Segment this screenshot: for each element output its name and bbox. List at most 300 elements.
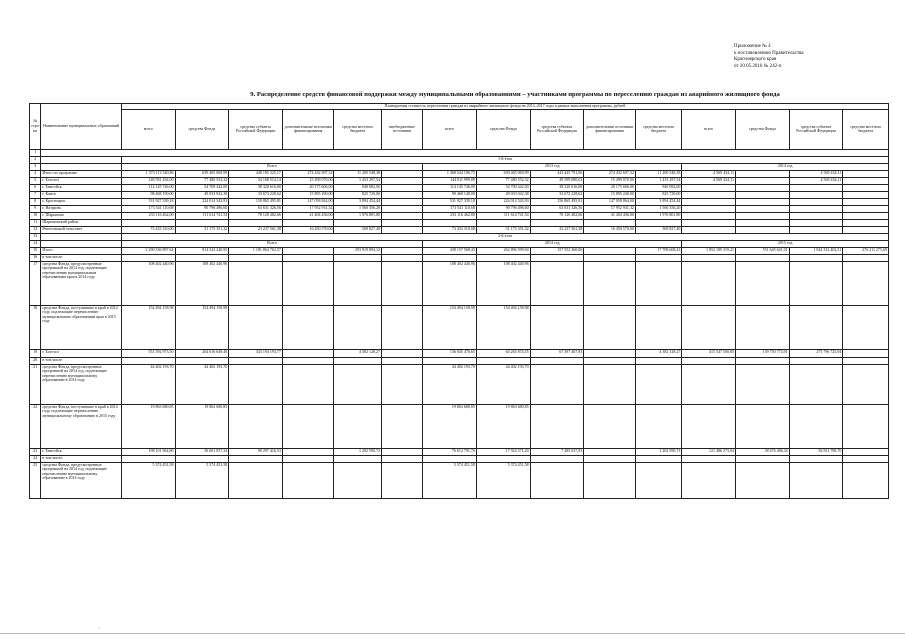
name-cell (41, 240, 122, 247)
amount-cell: 41 404 436,00 (282, 212, 334, 219)
amount-cell: 1 368 544 106,75 (423, 170, 477, 177)
amount-cell (121, 455, 175, 462)
header-col: средства местного бюджета (334, 109, 381, 149)
row-number: 9 (30, 205, 41, 212)
amount-cell: 1 976 801,80 (635, 212, 681, 219)
row-number: 1 (30, 149, 41, 156)
table-row (30, 305, 889, 349)
amount-cell (789, 226, 843, 233)
amount-cell: 1 202 590,73 (334, 448, 381, 455)
amount-cell (282, 364, 334, 404)
amount-cell: 1 024 332 402,51 (789, 247, 843, 254)
amount-cell (635, 254, 681, 261)
amount-cell: 147 058 864,00 (584, 198, 636, 205)
table-row (30, 455, 889, 462)
amount-cell (381, 212, 422, 219)
amount-cell (843, 349, 889, 357)
amount-cell (843, 219, 889, 226)
amount-cell (282, 404, 334, 448)
amount-cell: 5 374 451,58 (175, 462, 229, 498)
amount-cell (682, 462, 736, 498)
amount-cell: 1 373 113 540,86 (121, 170, 175, 177)
annex-line: к постановлению Правительства (734, 50, 804, 56)
name-cell (41, 163, 122, 170)
amount-cell (334, 219, 381, 226)
amount-cell (530, 404, 584, 448)
amount-cell: 814 542 240,95 (175, 247, 229, 254)
table-row (30, 261, 889, 305)
amount-cell (175, 357, 229, 364)
amount-cell (121, 254, 175, 261)
amount-cell: 1 560 356,20 (334, 205, 381, 212)
amount-cell: 20 175 606,00 (282, 184, 334, 191)
municipality-name: г. Боготол (41, 349, 122, 357)
amount-cell (282, 261, 334, 305)
row-number: 24 (30, 455, 41, 462)
amount-cell (121, 219, 175, 226)
amount-cell: 1 976 801,80 (334, 212, 381, 219)
amount-cell (682, 205, 736, 212)
amount-cell (635, 364, 681, 404)
table-row (30, 357, 889, 364)
amount-cell (736, 205, 790, 212)
table-row (30, 349, 889, 357)
amount-cell (334, 261, 381, 305)
amount-cell (843, 448, 889, 455)
amount-cell (530, 357, 584, 364)
row-number: 7 (30, 191, 41, 198)
amount-cell (789, 455, 843, 462)
amount-cell: 139 750 774,91 (736, 349, 790, 357)
amount-cell: 90 796 496,60 (175, 205, 229, 212)
amount-cell (843, 212, 889, 219)
amount-cell (381, 191, 422, 198)
amount-cell (584, 357, 636, 364)
municipality-name: средства Фонда, поступившие в край в 2014 году, подлежащие перечислению муниципальному образованию в 2015 году (41, 404, 122, 448)
municipality-name: Итого (41, 247, 122, 254)
amount-cell: 15 499 070,00 (282, 177, 334, 184)
amount-cell: 17 924 571,20 (476, 448, 530, 455)
municipality-name: г. Шарыпово (41, 212, 122, 219)
amount-cell: 17 952 931,32 (282, 205, 334, 212)
amount-cell (476, 357, 530, 364)
amount-cell (584, 455, 636, 462)
amount-cell (843, 404, 889, 448)
annex-line: Красноярского края (734, 57, 777, 62)
amount-cell: 108 402 440,96 (476, 261, 530, 305)
amount-cell (381, 219, 422, 226)
table-row (30, 205, 889, 212)
amount-cell (229, 219, 283, 226)
amount-cell (476, 455, 530, 462)
amount-cell (789, 212, 843, 219)
amount-cell (736, 364, 790, 404)
amount-cell (682, 184, 736, 191)
municipality-name: г. Канск (41, 191, 122, 198)
amount-cell (381, 349, 422, 357)
amount-cell: 7 485 637,83 (530, 448, 584, 455)
row-number: 17 (30, 261, 41, 305)
amount-cell: 4 569 434,11 (682, 177, 736, 184)
period-label: 2015 год (682, 240, 889, 247)
period-label: 2014 год (423, 240, 682, 247)
amount-cell (682, 198, 736, 205)
amount-cell: 19 863 680,85 (476, 404, 530, 448)
amount-cell (789, 261, 843, 305)
amount-cell (530, 455, 584, 462)
amount-cell: 144 011 999,89 (423, 177, 477, 184)
amount-cell (282, 219, 334, 226)
amount-cell (530, 254, 584, 261)
amount-cell (175, 219, 229, 226)
amount-cell (682, 357, 736, 364)
amount-cell: 98 468 140,00 (423, 191, 477, 198)
header-col: всего (121, 109, 175, 149)
amount-cell: 31 175 351,32 (175, 226, 229, 233)
row-number: 8 (30, 198, 41, 205)
amount-cell (175, 254, 229, 261)
amount-cell (381, 455, 422, 462)
amount-cell: 78 120 482,66 (530, 212, 584, 219)
amount-cell (789, 357, 843, 364)
amount-cell: 825 729,00 (635, 191, 681, 198)
amount-cell (843, 226, 889, 233)
amount-cell (423, 219, 477, 226)
amount-cell (282, 247, 334, 254)
amount-cell: 4 382 128,27 (635, 349, 681, 357)
table-row (30, 219, 889, 226)
stage-label: 1-й этап (121, 156, 888, 163)
table-row (30, 240, 889, 247)
amount-cell: 150 865 495,81 (229, 198, 283, 205)
amount-cell (843, 205, 889, 212)
row-number: 2 (30, 156, 41, 163)
amount-cell: 274 432 697,32 (584, 170, 636, 177)
amount-cell (282, 349, 334, 357)
annex-line: от 20.05.2016 № 242-п (734, 63, 782, 69)
amount-cell (282, 254, 334, 261)
period-label: 2014 год (682, 163, 889, 170)
amount-cell: 78 120 482,66 (229, 212, 283, 219)
amount-cell: 224 014 543,93 (476, 198, 530, 205)
amount-cell: 121 486 273,04 (682, 448, 736, 455)
amount-cell: 17 952 931,32 (584, 205, 636, 212)
amount-cell: 4 382 128,27 (334, 349, 381, 357)
table-row (30, 233, 889, 240)
amount-cell: 415 547 500,85 (682, 349, 736, 357)
table-row (30, 184, 889, 191)
amount-cell (736, 357, 790, 364)
amount-cell: 940 082,00 (334, 184, 381, 191)
amount-cell: 23 237 561,38 (530, 226, 584, 233)
amount-cell: 154 494 158,98 (121, 305, 175, 349)
header-num: № стро-ки (30, 104, 41, 150)
amount-cell: 4 569 434,11 (682, 170, 736, 177)
amount-cell (789, 462, 843, 498)
amount-cell (229, 455, 283, 462)
amount-cell: 44 402 193,70 (423, 364, 477, 404)
amount-cell: 173 541 110,68 (423, 205, 477, 212)
row-number: 20 (30, 357, 41, 364)
amount-cell: 33 673 228,62 (530, 191, 584, 198)
amount-cell (423, 357, 477, 364)
document-title: 9. Распределение средств финансовой поддержки между муниципальными образованиями – участниками программы по переселению граждан из аварийного жилищного фонда (250, 91, 780, 98)
amount-cell: 44 402 193,70 (121, 364, 175, 404)
amount-cell: 275 796 725,94 (789, 349, 843, 357)
table-row (30, 177, 889, 184)
amount-cell (682, 364, 736, 404)
row-number: 10 (30, 212, 41, 219)
amount-cell: 33 673 228,62 (229, 191, 283, 198)
amount-cell (584, 448, 636, 455)
amount-cell (584, 462, 636, 498)
amount-cell (789, 191, 843, 198)
table-row (30, 254, 889, 261)
amount-cell (334, 462, 381, 498)
amount-cell (381, 226, 422, 233)
amount-cell (381, 462, 422, 498)
amount-cell (736, 462, 790, 498)
amount-cell (682, 212, 736, 219)
amount-cell (736, 191, 790, 198)
header-col: всего (682, 109, 736, 149)
amount-cell (736, 254, 790, 261)
amount-cell (635, 305, 681, 349)
funding-table (29, 103, 889, 499)
table-row (30, 149, 889, 156)
period-label: 2013 год (423, 163, 682, 170)
municipality-name: средства Фонда, поступившие в край в 2014 году, подлежащие перечислению муниципальным образованиям края в 2015 году (41, 305, 122, 349)
header-col: средства местного бюджета (635, 109, 681, 149)
amount-cell: 154 494 158,98 (476, 305, 530, 349)
municipality-name: г. Красноярск (41, 198, 122, 205)
amount-cell (635, 357, 681, 364)
amount-cell: 551 592 973,50 (121, 349, 175, 357)
amount-cell: 44 402 193,70 (175, 364, 229, 404)
amount-cell (736, 226, 790, 233)
amount-cell: 54 709 442,00 (175, 184, 229, 191)
amount-cell (282, 448, 334, 455)
amount-cell: 274 432 697,32 (282, 170, 334, 177)
amount-cell (584, 364, 636, 404)
amount-cell: 4 569 434,11 (789, 177, 843, 184)
amount-cell: 204 016 649,46 (175, 349, 229, 357)
amount-cell (635, 404, 681, 448)
amount-cell (736, 404, 790, 448)
amount-cell (282, 357, 334, 364)
municipality-name: в том числе: (41, 455, 122, 462)
amount-cell: 569 827,40 (334, 226, 381, 233)
header-col: внебюджетные источники (381, 109, 422, 149)
amount-cell (530, 219, 584, 226)
amount-cell (334, 254, 381, 261)
amount-cell (682, 305, 736, 349)
amount-cell (736, 305, 790, 349)
amount-cell: 224 014 543,93 (175, 198, 229, 205)
amount-cell (334, 364, 381, 404)
amount-cell: 2 290 336 897,64 (121, 247, 175, 254)
amount-cell: 148 581 434,00 (121, 177, 175, 184)
amount-cell (789, 219, 843, 226)
municipality-name: средства Фонда, предусмотренные программой на 2014 год, подлежащие перечислению муниципальным образованиям края в 2014 году (41, 261, 122, 305)
amount-cell: 233 116 462,00 (121, 212, 175, 219)
amount-cell: 77 480 552,32 (175, 177, 229, 184)
row-number: 14 (30, 240, 41, 247)
amount-cell (789, 198, 843, 205)
amount-cell: 173 541 110,68 (121, 205, 175, 212)
amount-cell: 198 101 964,80 (121, 448, 175, 455)
header-municipality: Наименование муниципальных образований (41, 104, 122, 150)
amount-cell: 154 494 158,98 (423, 305, 477, 349)
amount-cell (843, 254, 889, 261)
amount-cell: 4 569 434,11 (789, 170, 843, 177)
amount-cell (229, 357, 283, 364)
municipality-name: Итого по программе (41, 170, 122, 177)
amount-cell (381, 305, 422, 349)
amount-cell (736, 177, 790, 184)
municipality-name: Решетовский сельсовет (41, 226, 122, 233)
amount-cell (229, 254, 283, 261)
municipality-name: г. Назарово (41, 205, 122, 212)
amount-cell: 569 827,40 (635, 226, 681, 233)
amount-cell (229, 261, 283, 305)
table-row (30, 163, 889, 170)
amount-cell (843, 305, 889, 349)
table-row (30, 212, 889, 219)
amount-cell (843, 170, 889, 177)
amount-cell (530, 261, 584, 305)
amount-cell: 3 894 454,44 (635, 198, 681, 205)
amount-cell: 531 927 339,18 (423, 198, 477, 205)
amount-cell: 49 033 942,38 (175, 191, 229, 198)
municipality-name: средства Фонда, предусмотренные программой на 2014 год, подлежащие перечислению муниципальному образованию в 2014 году (41, 462, 122, 498)
amount-cell: 64 265 874,55 (476, 349, 530, 357)
amount-cell: 154 494 158,98 (175, 305, 229, 349)
amount-cell: 5 374 451,58 (121, 462, 175, 498)
amount-cell: 108 402 440,96 (175, 261, 229, 305)
table-row (30, 462, 889, 498)
period-label: Всего (121, 163, 422, 170)
amount-cell: 940 082,00 (635, 184, 681, 191)
amount-cell: 111 614 741,54 (476, 212, 530, 219)
annex-line: Приложение № 4 (734, 44, 771, 49)
amount-cell (682, 404, 736, 448)
row-number: 18 (30, 305, 41, 349)
amount-cell: 11 200 548,38 (334, 170, 381, 177)
amount-cell: 63 631 326,56 (229, 205, 283, 212)
amount-cell (682, 226, 736, 233)
municipality-name: Шарыповский район (41, 219, 122, 226)
amount-cell: 438 157 568,43 (423, 247, 477, 254)
amount-cell: 1 433 297,54 (334, 177, 381, 184)
municipality-name: г. Енисейск (41, 184, 122, 191)
amount-cell: 49 033 942,38 (476, 191, 530, 198)
amount-cell: 108 402 440,96 (121, 261, 175, 305)
amount-cell (736, 261, 790, 305)
row-number: 22 (30, 404, 41, 448)
amount-cell (381, 404, 422, 448)
amount-cell: 147 058 844,00 (282, 198, 334, 205)
amount-cell: 1 202 590,73 (635, 448, 681, 455)
amount-cell: 1 560 356,20 (635, 205, 681, 212)
amount-cell (476, 219, 530, 226)
amount-cell (843, 177, 889, 184)
amount-cell (843, 364, 889, 404)
table-row (30, 191, 889, 198)
period-label: Всего (121, 240, 422, 247)
municipality-name: средства Фонда, предусмотренные программой на 2014 год, подлежащие перечислению муниципальному образованию в 2014 году (41, 364, 122, 404)
amount-cell: 49 599 080,03 (530, 177, 584, 184)
name-cell (41, 233, 122, 240)
amount-cell (381, 184, 422, 191)
amount-cell (789, 205, 843, 212)
amount-cell (736, 184, 790, 191)
amount-cell (121, 357, 175, 364)
amount-cell (584, 349, 636, 357)
amount-cell: 1 433 297,54 (635, 177, 681, 184)
municipality-name: в том числе: (41, 357, 122, 364)
table-row (30, 448, 889, 455)
amount-cell: 551 645 641,01 (736, 247, 790, 254)
amount-cell: 639 465 069,99 (476, 170, 530, 177)
amount-cell: 262 896 599,94 (476, 247, 530, 254)
amount-cell (584, 261, 636, 305)
amount-cell: 17 708 608,43 (635, 247, 681, 254)
amount-cell (635, 462, 681, 498)
row-number: 19 (30, 349, 41, 357)
amount-cell: 19 863 680,85 (175, 404, 229, 448)
header-col: средства субъекта Российской Федерации (229, 109, 283, 149)
amount-cell (282, 455, 334, 462)
amount-cell: 108 402 440,96 (423, 261, 477, 305)
header-col: средства Фонда (476, 109, 530, 149)
amount-cell (736, 170, 790, 177)
amount-cell (229, 462, 283, 498)
amount-cell: 56 601 057,34 (175, 448, 229, 455)
amount-cell (682, 191, 736, 198)
header-col: средства местного бюджета (843, 109, 889, 149)
row-number: 15 (30, 247, 41, 254)
amount-cell: 41 404 436,00 (584, 212, 636, 219)
amount-cell: 19 863 680,85 (121, 404, 175, 448)
amount-cell: 1 181 864 762,57 (229, 247, 283, 254)
header-col: средства субъекта Российской Федерации (530, 109, 584, 149)
amount-cell: 67 397 467,83 (530, 349, 584, 357)
header-col: всего (423, 109, 477, 149)
table-row (30, 198, 889, 205)
amount-cell: 90 297 416,53 (229, 448, 283, 455)
amount-cell: 443 445 791,06 (530, 170, 584, 177)
amount-cell (682, 219, 736, 226)
amount-cell: 111 614 741,54 (175, 212, 229, 219)
amount-cell (381, 364, 422, 404)
amount-cell: 825 729,00 (334, 191, 381, 198)
amount-cell: 38 676 486,34 (736, 448, 790, 455)
amount-cell (229, 404, 283, 448)
amount-cell (381, 198, 422, 205)
amount-cell (682, 455, 736, 462)
amount-cell (229, 305, 283, 349)
amount-cell (635, 261, 681, 305)
table-row (30, 226, 889, 233)
amount-cell: 82 811 788,70 (789, 448, 843, 455)
amount-cell (381, 254, 422, 261)
row-number: 4 (30, 170, 41, 177)
amount-cell: 23 237 561,38 (229, 226, 283, 233)
amount-cell (476, 254, 530, 261)
amount-cell (584, 254, 636, 261)
amount-cell (229, 364, 283, 404)
